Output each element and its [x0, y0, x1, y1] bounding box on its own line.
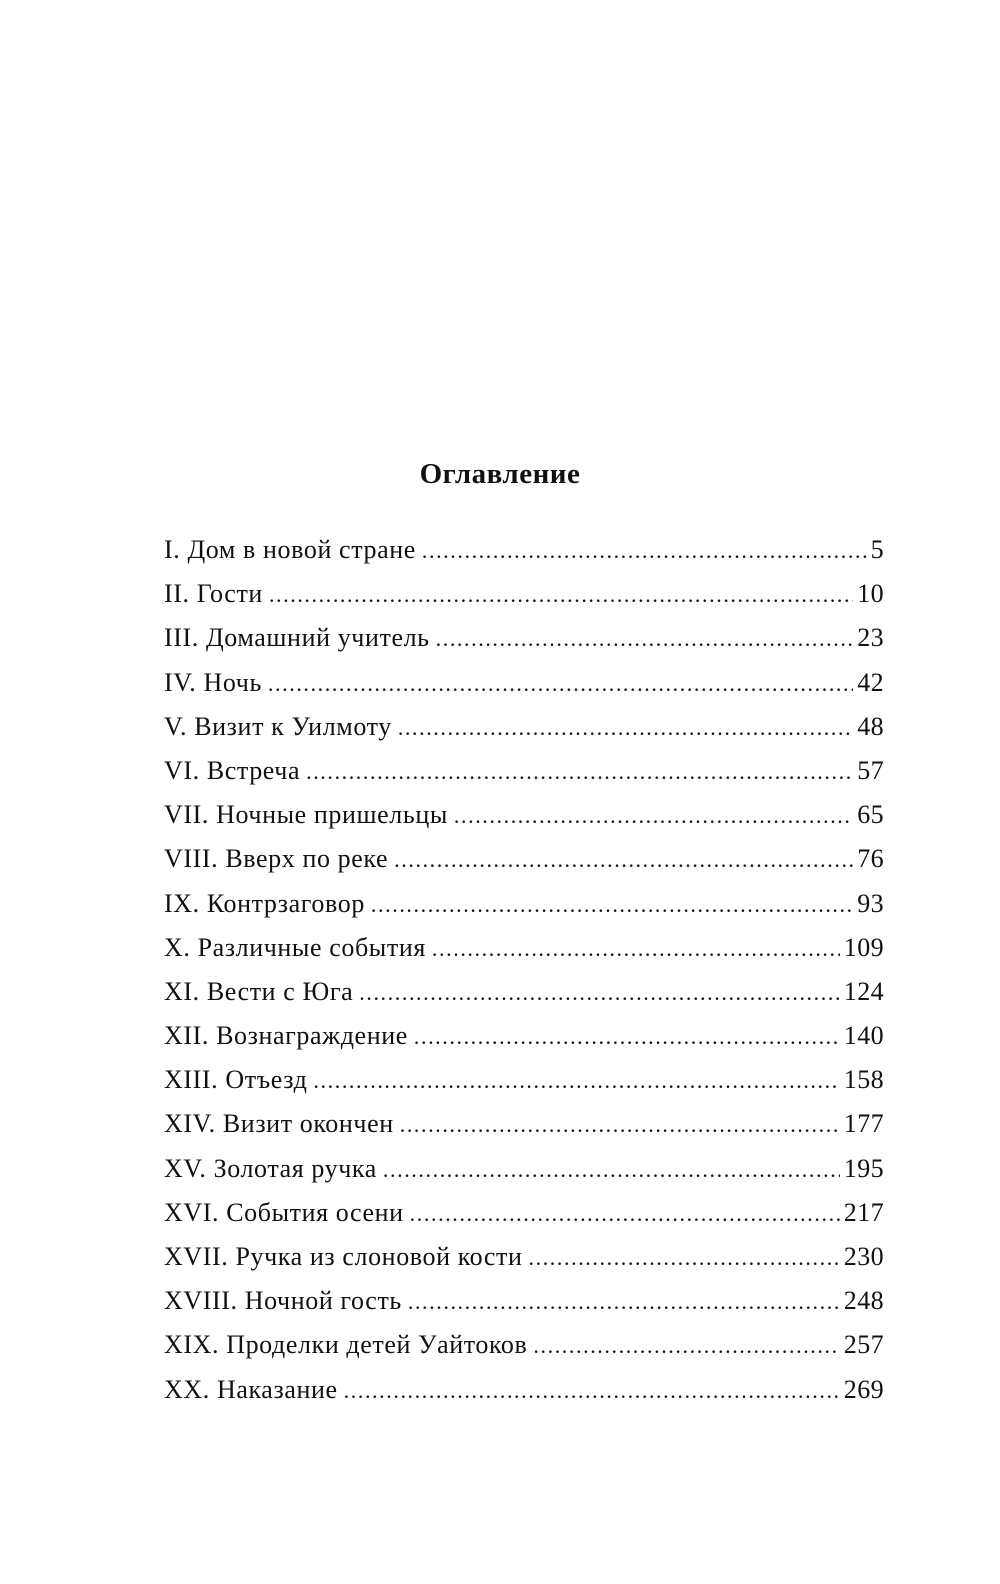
toc-entry-label: XVIII. Ночной гость	[164, 1286, 402, 1316]
toc-entry-label: XIII. Отъезд	[164, 1065, 308, 1095]
toc-entry	[164, 616, 884, 660]
toc-entry-page: 269	[843, 1374, 884, 1404]
toc-entry	[164, 1147, 884, 1191]
toc-entry-label: XIX. Проделки детей Уайтоков	[164, 1330, 528, 1360]
toc-entry	[164, 1191, 884, 1235]
toc-entry	[164, 837, 884, 881]
dot-leader	[344, 1369, 840, 1413]
toc-entry-label: XV. Золотая ручка	[164, 1153, 377, 1183]
toc-entry-page: 76	[857, 844, 884, 874]
dot-leader	[422, 529, 867, 573]
dot-leader	[268, 662, 853, 706]
toc-entry-page: 217	[843, 1197, 884, 1227]
toc-entry-label: II. Гости	[164, 579, 263, 609]
toc-entry-label: IV. Ночь	[164, 667, 262, 697]
toc-entry-page: 5	[870, 535, 884, 564]
toc-entry	[164, 926, 884, 970]
dot-leader	[383, 1148, 840, 1192]
dot-leader	[400, 1103, 840, 1147]
dot-leader	[359, 971, 840, 1015]
toc-entry-label: X. Различные события	[164, 932, 426, 962]
toc-entry	[164, 882, 884, 926]
dot-leader	[432, 927, 840, 971]
toc-entry-page: 124	[843, 976, 884, 1006]
dot-leader	[394, 838, 853, 882]
toc-entry	[164, 970, 884, 1014]
toc-entry-label: XVII. Ручка из слоновой кости	[164, 1242, 523, 1271]
toc-entry-label: XII. Вознаграждение	[164, 1021, 408, 1051]
dot-leader	[371, 883, 853, 927]
dot-leader	[269, 573, 853, 617]
toc-entry-label: I. Дом в новой стране	[164, 535, 416, 564]
toc-entry	[164, 793, 884, 837]
toc-entry-label: XX. Наказание	[164, 1374, 338, 1404]
toc-entry	[164, 1014, 884, 1058]
toc-entry-label: XIV. Визит окончен	[164, 1109, 394, 1139]
toc-entry-label: XVI. События осени	[164, 1197, 404, 1227]
toc-entry-page: 140	[843, 1021, 884, 1051]
toc-entry	[164, 1368, 884, 1412]
dot-leader	[436, 617, 854, 661]
toc-entry	[164, 705, 884, 749]
toc-entry-page: 257	[843, 1330, 884, 1360]
toc-entry-label: VI. Встреча	[164, 755, 301, 785]
toc-entry-label: IX. Контрзаговор	[164, 888, 365, 918]
dot-leader	[454, 794, 853, 838]
toc-entry-page: 230	[843, 1242, 884, 1271]
toc-entry-page: 177	[843, 1109, 884, 1139]
toc-entry-page: 65	[857, 800, 884, 830]
toc-entry-page: 48	[857, 711, 884, 741]
toc-entry	[164, 1058, 884, 1102]
toc-entry	[164, 1279, 884, 1323]
toc-entry-page: 42	[857, 667, 884, 697]
dot-leader	[533, 1324, 839, 1368]
toc-entry-page: 248	[843, 1286, 884, 1316]
toc-list	[164, 528, 884, 1412]
toc-entry	[164, 1323, 884, 1367]
toc-entry	[164, 661, 884, 705]
toc-entry	[164, 1235, 884, 1279]
toc-entry	[164, 572, 884, 616]
toc-entry-label: V. Визит к Уилмоту	[164, 711, 392, 741]
toc-title: Оглавление	[419, 458, 581, 490]
dot-leader	[414, 1015, 840, 1059]
dot-leader	[313, 1059, 839, 1103]
dot-leader	[398, 706, 853, 750]
dot-leader	[410, 1192, 840, 1236]
toc-entry-page: 10	[857, 579, 884, 609]
toc-entry-page: 195	[843, 1153, 884, 1183]
toc-entry	[164, 749, 884, 793]
toc-entry-label: VII. Ночные пришельцы	[164, 800, 448, 830]
dot-leader	[306, 750, 853, 794]
toc-entry-label: III. Домашний учитель	[164, 623, 430, 653]
dot-leader	[408, 1280, 840, 1324]
dot-leader	[529, 1236, 840, 1280]
toc-entry-page: 93	[857, 888, 884, 918]
toc-entry-page: 23	[857, 623, 884, 653]
toc-entry-page: 158	[843, 1065, 884, 1095]
toc-entry	[164, 1102, 884, 1146]
toc-entry-label: XI. Вести с Юга	[164, 976, 354, 1006]
toc-entry	[164, 528, 884, 572]
toc-entry-page: 109	[843, 932, 884, 962]
toc-entry-page: 57	[857, 755, 884, 785]
toc-entry-label: VIII. Вверх по реке	[164, 844, 389, 874]
